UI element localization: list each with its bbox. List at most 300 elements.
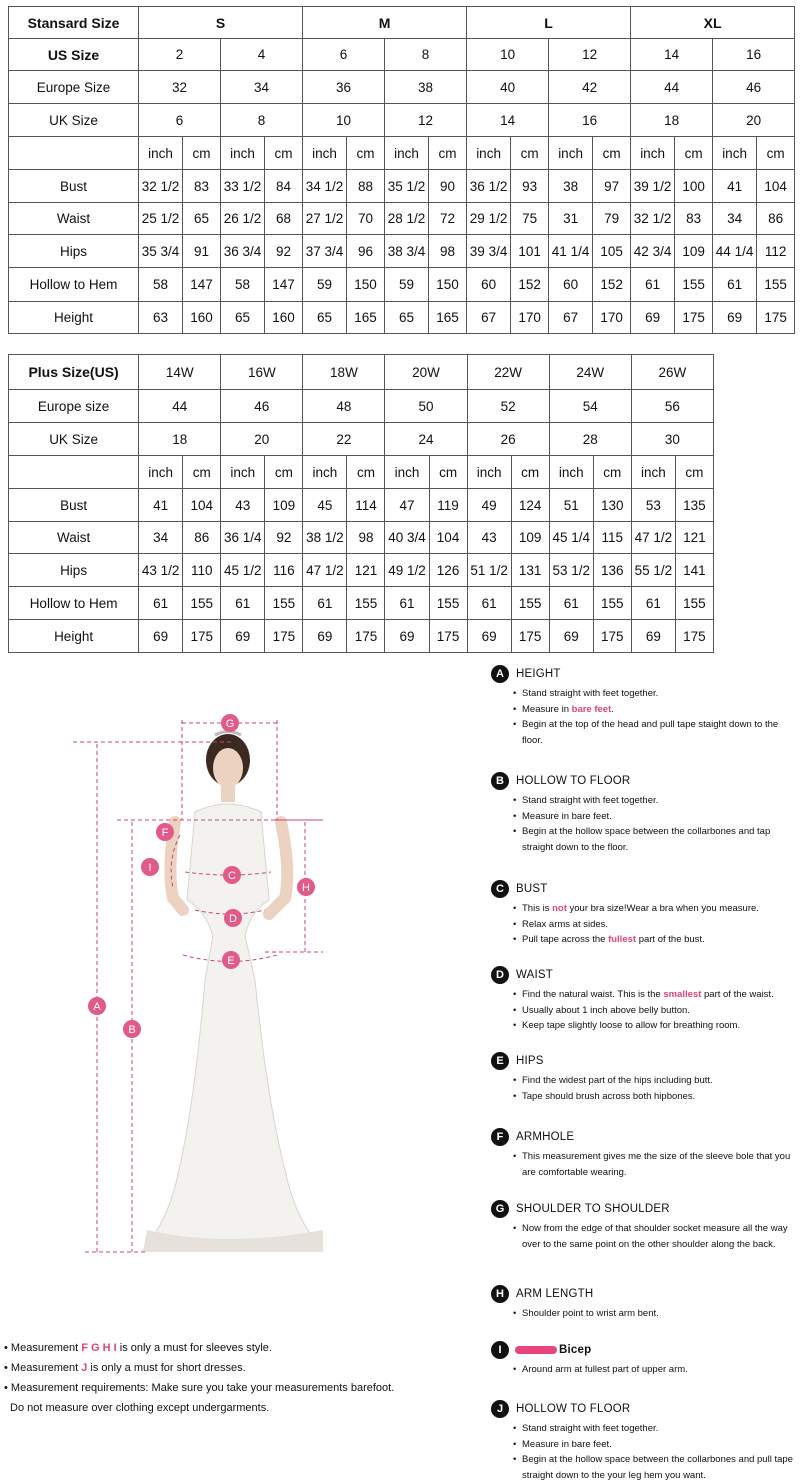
instruction-header [491,880,796,898]
letter-badge-icon: J [491,1400,509,1418]
plus-measure-value: 104 [429,522,467,554]
bullet-text-end: part of the waist. [701,989,774,1000]
instruction-title: ARMHOLE [516,1131,575,1143]
measure-value: 90 [429,170,467,203]
plus-measure-value: 49 1/2 [385,554,429,587]
instruction-bullet [513,1089,796,1105]
plus-measure-value: 61 [549,587,593,620]
bullet-text: Stand straight with feet together. [522,688,659,699]
measure-value: 38 [549,170,593,203]
bullet-text: Measure in [522,703,572,715]
instruction-b [491,772,796,855]
instruction-bullet [513,1306,796,1322]
europe-size-cell: 40 [467,71,549,104]
instruction-header [491,665,796,683]
measure-value: 86 [757,203,795,235]
bullet-text: Tape should brush across both hipbones. [522,1090,696,1102]
unit-inch: inch [467,456,511,489]
us-size-cell: 2 [139,39,221,71]
instruction-bullet [513,901,796,917]
marker-d [224,909,242,927]
letter-badge-icon: A [491,665,509,683]
plus-us-size-cell: 22W [467,355,549,390]
measure-value: 58 [139,268,183,302]
table-row [9,620,714,653]
bullet-emphasis: smallest [663,989,702,1000]
measure-value: 26 1/2 [221,203,265,235]
svg-text:F: F [161,827,169,839]
measure-value: 41 [713,170,757,203]
measurement-figure [55,700,345,1265]
plus-measure-value: 136 [593,554,631,587]
measure-value: 105 [593,235,631,268]
measure-value: 42 3/4 [631,235,675,268]
instruction-bullet [513,686,796,702]
measure-value: 31 [549,203,593,235]
plus-measure-label: Hollow to Hem [9,587,139,620]
measure-value: 92 [265,235,303,268]
table-row [9,554,714,587]
measure-value: 100 [675,170,713,203]
instruction-bullet [513,824,796,855]
measure-label: Waist [9,203,139,235]
plus-measure-label: Hips [9,554,139,587]
table-row [9,137,795,170]
bullet-text-end: . [611,703,614,715]
instruction-bullets [513,1306,796,1322]
measure-value: 147 [183,268,221,302]
measure-value: 36 3/4 [221,235,265,268]
plus-measure-value: 34 [139,522,183,554]
plus-europe-size-cell: 56 [631,390,713,423]
instruction-bullet [513,1437,796,1453]
bullet-text-end: part of the bust. [636,934,705,945]
measure-value: 98 [429,235,467,268]
letter-badge-icon: B [491,772,509,790]
instruction-bullet [513,717,796,748]
plus-us-size-cell: 16W [221,355,303,390]
unit-cm: cm [429,137,467,170]
plus-measure-value: 109 [265,489,303,522]
measure-value: 109 [675,235,713,268]
measure-value: 35 1/2 [385,170,429,203]
us-size-cell: 16 [713,39,795,71]
plus-uk-size-cell: 30 [631,423,713,456]
letter-badge-icon: D [491,966,509,984]
instruction-bullet [513,1221,796,1252]
instruction-header [491,1400,796,1418]
unit-inch: inch [139,456,183,489]
plus-uk-size-cell: 28 [549,423,631,456]
unit-cm: cm [347,137,385,170]
note-clothing: Do not measure over clothing except undergarments. [10,1402,270,1414]
letter-badge-icon: F [491,1128,509,1146]
plus-measure-label: Height [9,620,139,653]
measure-value: 150 [429,268,467,302]
plus-europe-size-cell: 46 [221,390,303,423]
unit-inch: inch [221,456,265,489]
size-group-xl: XL [631,7,795,39]
bullet-text: This is [522,903,553,914]
bullet-text: Measure in bare feet. [522,810,612,822]
table-row [9,104,795,137]
unit-cm: cm [183,456,221,489]
bullet-text: Begin at the top of the head and pull tape staight down to the floor. [522,719,779,746]
plus-measure-value: 43 1/2 [139,554,183,587]
size-group-s: S [139,7,303,39]
unit-inch: inch [221,137,265,170]
unit-inch: inch [549,456,593,489]
unit-cm: cm [347,456,385,489]
instruction-bullets [513,793,796,855]
instruction-bullets [513,1073,796,1104]
unit-inch: inch [631,456,675,489]
plus-measure-value: 130 [593,489,631,522]
svg-text:H: H [302,882,310,894]
plus-unit-row-label [9,456,139,489]
measure-value: 93 [511,170,549,203]
measure-value: 70 [347,203,385,235]
plus-us-size-cell: 14W [139,355,221,390]
measure-value: 91 [183,235,221,268]
instruction-c [491,880,796,948]
plus-measure-value: 115 [593,522,631,554]
svg-text:G: G [225,718,235,730]
svg-text:E: E [227,955,235,967]
unit-inch: inch [385,456,429,489]
unit-cm: cm [757,137,795,170]
unit-cm: cm [593,137,631,170]
table-row [9,7,795,39]
unit-inch: inch [385,137,429,170]
europe-size-cell: 36 [303,71,385,104]
plus-measure-value: 116 [265,554,303,587]
plus-measure-value: 36 1/4 [221,522,265,554]
us-size-cell: 6 [303,39,385,71]
instruction-header [491,1128,796,1146]
instruction-bullet [513,1421,796,1437]
bullet-text: Stand straight with feet together. [522,1423,659,1434]
instruction-bullet [513,1073,796,1089]
plus-measure-label: Bust [9,489,139,522]
plus-measure-value: 61 [467,587,511,620]
unit-inch: inch [713,137,757,170]
plus-measure-value: 155 [265,587,303,620]
instruction-title: HEIGHT [516,668,561,680]
plus-measure-value: 92 [265,522,303,554]
plus-measure-value: 155 [593,587,631,620]
plus-measure-value: 155 [183,587,221,620]
instruction-bullets [513,1149,796,1180]
unit-inch: inch [303,137,347,170]
plus-measure-value: 110 [183,554,221,587]
plus-measure-value: 45 [303,489,347,522]
bullet-text: Begin at the hollow space between the collarbones and tap straight down to the floor. [522,826,771,853]
table-row [9,489,714,522]
measure-value: 175 [757,302,795,334]
plus-measure-value: 119 [429,489,467,522]
uk-size-cell: 18 [631,104,713,137]
letter-badge-icon: I [491,1341,509,1359]
plus-us-size-cell: 26W [631,355,713,390]
unit-inch: inch [467,137,511,170]
uk-size-cell: 12 [385,104,467,137]
bullet-text-end: your bra size!Wear a bra when you measure. [566,903,759,914]
table-row [9,170,795,203]
plus-measure-value: 124 [511,489,549,522]
instruction-header [491,1052,796,1070]
measure-value: 29 1/2 [467,203,511,235]
measure-value: 104 [757,170,795,203]
measure-value: 72 [429,203,467,235]
measure-value: 33 1/2 [221,170,265,203]
plus-measure-value: 69 [385,620,429,653]
bullet-text: Usually about 1 inch above belly button. [522,1004,690,1016]
instruction-title: HOLLOW TO FLOOR [516,775,631,787]
unit-row-label [9,137,139,170]
plus-europe-size-cell: 44 [139,390,221,423]
plus-europe-size-cell: 48 [303,390,385,423]
measure-value: 65 [221,302,265,334]
plus-size-header-label: Plus Size(US) [9,355,139,390]
measure-value: 160 [183,302,221,334]
plus-measure-value: 61 [385,587,429,620]
europe-size-cell: 32 [139,71,221,104]
measure-value: 60 [467,268,511,302]
europe-size-cell: 42 [549,71,631,104]
plus-europe-size-cell: 50 [385,390,467,423]
plus-measure-value: 155 [429,587,467,620]
marker-c [223,866,241,884]
model-silhouette [143,732,323,1253]
unit-cm: cm [183,137,221,170]
uk-size-cell: 14 [467,104,549,137]
measure-value: 25 1/2 [139,203,183,235]
measure-value: 61 [713,268,757,302]
plus-measure-value: 69 [139,620,183,653]
measure-value: 155 [675,268,713,302]
plus-measure-value: 43 [467,522,511,554]
us-size-cell: 12 [549,39,631,71]
measure-value: 155 [757,268,795,302]
measure-value: 34 1/2 [303,170,347,203]
instruction-title: HIPS [516,1055,544,1067]
bullet-text: Find the natural waist. This is the [522,989,664,1000]
table-row [9,235,795,268]
plus-measure-value: 41 [139,489,183,522]
measure-value: 68 [265,203,303,235]
marker-h [297,878,315,896]
unit-inch: inch [139,137,183,170]
measure-value: 175 [675,302,713,334]
svg-text:A: A [93,1001,101,1013]
bullet-emphasis: bare feet [571,703,612,715]
measure-value: 83 [675,203,713,235]
measure-value: 84 [265,170,303,203]
size-header-label: Stansard Size [9,7,139,39]
plus-measure-value: 135 [675,489,713,522]
plus-measure-value: 175 [347,620,385,653]
instruction-header [491,1285,796,1303]
plus-us-size-cell: 24W [549,355,631,390]
instruction-header [491,1200,796,1218]
instruction-bullets [513,987,796,1034]
bullet-text: Shoulder point to wrist arm bent. [522,1308,659,1319]
instruction-i [491,1341,796,1378]
measure-value: 147 [265,268,303,302]
plus-measure-value: 175 [183,620,221,653]
measure-value: 97 [593,170,631,203]
bullet-emphasis: not [552,903,567,914]
instruction-bullet [513,987,796,1003]
marker-a [88,997,106,1015]
plus-measure-value: 47 [385,489,429,522]
instruction-title: ARM LENGTH [516,1288,594,1300]
measure-value: 69 [631,302,675,334]
plus-measure-value: 69 [467,620,511,653]
plus-measure-value: 51 [549,489,593,522]
instruction-h [491,1285,796,1322]
plus-measure-value: 55 1/2 [631,554,675,587]
instruction-d [491,966,796,1034]
table-row [9,302,795,334]
table-row [9,423,714,456]
measure-value: 83 [183,170,221,203]
letter-badge-icon: H [491,1285,509,1303]
measure-value: 67 [549,302,593,334]
unit-cm: cm [265,456,303,489]
measure-value: 35 3/4 [139,235,183,268]
uk-size-cell: 8 [221,104,303,137]
unit-cm: cm [593,456,631,489]
instruction-bullet [513,1452,796,1483]
measure-value: 32 1/2 [139,170,183,203]
measure-value: 44 1/4 [713,235,757,268]
bullet-text: Around arm at fullest part of upper arm. [522,1364,688,1375]
uk-size-cell: 6 [139,104,221,137]
measure-value: 39 1/2 [631,170,675,203]
marker-b [123,1020,141,1038]
instruction-header [491,772,796,790]
measure-value: 96 [347,235,385,268]
measure-value: 69 [713,302,757,334]
europe-size-label: Europe Size [9,71,139,104]
unit-cm: cm [429,456,467,489]
plus-europe-size-cell: 52 [467,390,549,423]
measure-value: 28 1/2 [385,203,429,235]
measure-value: 112 [757,235,795,268]
bullet-text: This measurement gives me the size of the sleeve bole that you are comfortable wearing. [522,1151,791,1178]
plus-measure-value: 69 [549,620,593,653]
note-sleeves: • Measurement F G H I is only a must for sleeves style. [4,1342,272,1354]
measure-value: 65 [303,302,347,334]
marker-i [141,858,159,876]
unit-cm: cm [675,137,713,170]
uk-size-label: UK Size [9,104,139,137]
plus-measure-value: 45 1/2 [221,554,265,587]
table-row [9,390,714,423]
instruction-j [491,1400,796,1483]
us-size-cell: 8 [385,39,467,71]
measure-value: 67 [467,302,511,334]
instruction-title: BUST [516,883,548,895]
plus-measure-value: 69 [631,620,675,653]
measure-value: 34 [713,203,757,235]
plus-measure-value: 61 [303,587,347,620]
measure-value: 150 [347,268,385,302]
unit-cm: cm [511,137,549,170]
measurement-notes [4,1338,474,1418]
svg-text:D: D [229,913,237,925]
plus-measure-value: 45 1/4 [549,522,593,554]
plus-measure-value: 43 [221,489,265,522]
plus-uk-size-cell: 26 [467,423,549,456]
note-short-dresses: • Measurement J is only a must for short dresses. [4,1362,246,1374]
measure-value: 32 1/2 [631,203,675,235]
plus-us-size-cell: 18W [303,355,385,390]
plus-measure-value: 98 [347,522,385,554]
plus-measure-value: 40 3/4 [385,522,429,554]
plus-measure-value: 131 [511,554,549,587]
plus-measure-value: 49 [467,489,511,522]
svg-text:C: C [228,870,236,882]
size-group-m: M [303,7,467,39]
measure-value: 59 [385,268,429,302]
measure-value: 152 [511,268,549,302]
instruction-bullets [513,1221,796,1252]
europe-size-cell: 34 [221,71,303,104]
marker-e [222,951,240,969]
us-size-cell: 14 [631,39,713,71]
bullet-text: Find the widest part of the hips including butt. [522,1075,713,1086]
bullet-text: Begin at the hollow space between the collarbones and pull tape straight down to the your leg hem you want. [522,1454,793,1481]
letter-badge-icon: E [491,1052,509,1070]
plus-measure-value: 155 [511,587,549,620]
uk-size-cell: 10 [303,104,385,137]
table-row [9,587,714,620]
unit-cm: cm [511,456,549,489]
table-row [9,355,714,390]
plus-measure-value: 109 [511,522,549,554]
bullet-text: Pull tape across the [522,934,609,945]
instruction-bullet [513,702,796,718]
plus-measure-value: 51 1/2 [467,554,511,587]
instruction-bullets [513,686,796,748]
table-row [9,71,795,104]
plus-uk-size-cell: 24 [385,423,467,456]
plus-uk-size-cell: 20 [221,423,303,456]
plus-measure-value: 141 [675,554,713,587]
instruction-header [491,1341,796,1359]
bullet-emphasis: fullest [608,934,637,945]
us-size-label: US Size [9,39,139,71]
plus-measure-value: 155 [675,587,713,620]
measure-value: 27 1/2 [303,203,347,235]
plus-measure-value: 61 [631,587,675,620]
letter-badge-icon: C [491,880,509,898]
measure-value: 58 [221,268,265,302]
measure-value: 170 [593,302,631,334]
plus-measure-value: 121 [347,554,385,587]
measure-value: 59 [303,268,347,302]
bullet-text: Keep tape slightly loose to allow for breathing room. [522,1020,741,1031]
plus-us-size-cell: 20W [385,355,467,390]
plus-measure-value: 38 1/2 [303,522,347,554]
measure-value: 79 [593,203,631,235]
measure-value: 170 [511,302,549,334]
measure-value: 165 [429,302,467,334]
instruction-title: SHOULDER TO SHOULDER [516,1203,670,1215]
